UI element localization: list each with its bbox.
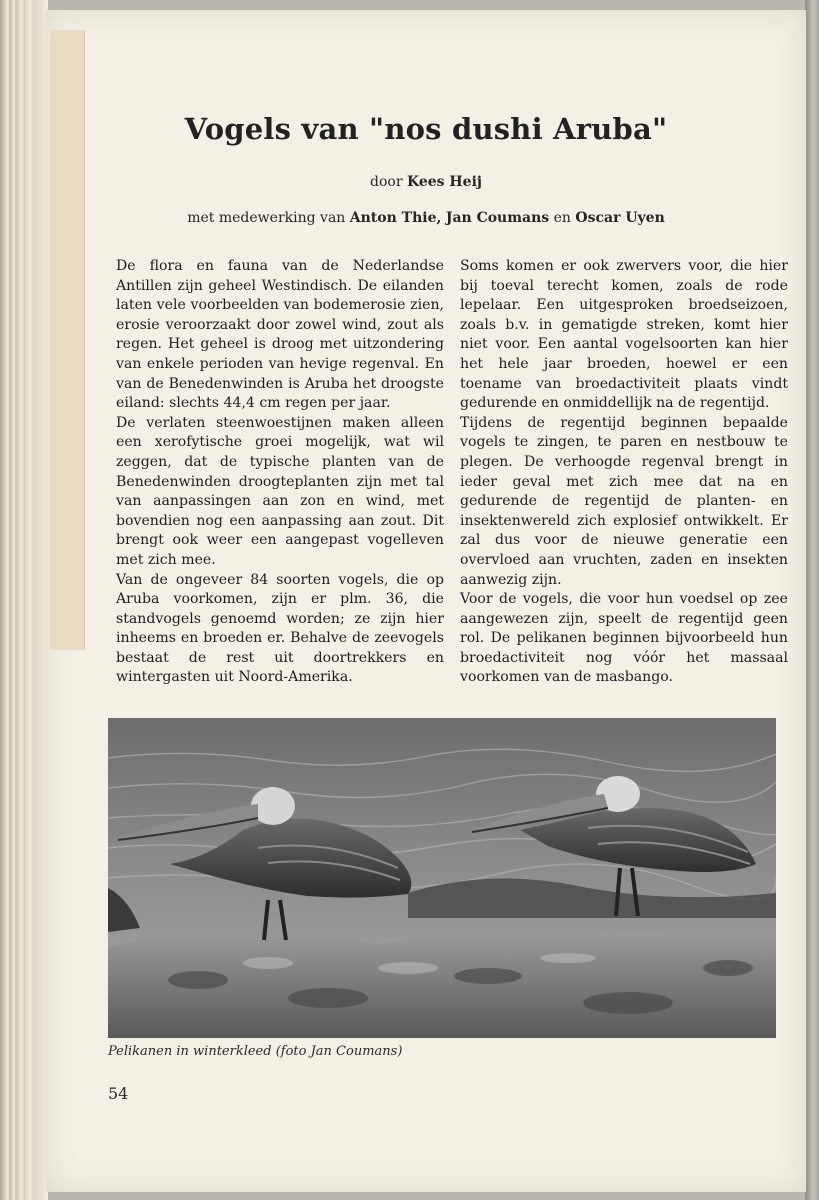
book-page: [46, 10, 806, 1192]
book-spine-edge: [805, 0, 819, 1200]
contributor-separator: ,: [436, 210, 442, 226]
contributor-2: Jan Coumans: [445, 210, 550, 226]
right-column: [460, 257, 788, 688]
pelican-photo-image: [108, 718, 776, 1038]
paragraph: Voor de vogels, die voor hun voedsel op zee aangewezen zijn, speelt de regentijd geen rol. De pelikanen beginnen bijvoorbeeld hun broedactiviteit nog vóór het massaal voorkomen van de masbango.: [460, 591, 788, 686]
byline-prefix: door: [370, 174, 403, 190]
paragraph: Soms komen er ook zwervers voor, die hier bij toeval terecht komen, zoals de rode lepelaar. Een uitgesproken broedseizoen, zoals b.v. in gematigde streken, komt hier niet voor. Een aantal vogelsoorten kan hier het hele jaar broeden, hoewel er een toename van broedactiviteit plaats vindt gedurende en onmiddellijk na de regentijd.: [460, 258, 788, 412]
contributor-3: Oscar Uyen: [575, 210, 665, 226]
paragraph: Van de ongeveer 84 soorten vogels, die op Aruba voorkomen, zijn er plm. 36, die standvogels genoemd worden; ze zijn hier inheems en broeden er. Behalve de zeevogels bestaat de rest uit doortrekkers en wintergasten uit Noord-Amerika.: [116, 571, 444, 686]
pelican-photo: [108, 718, 776, 1038]
contributors-line: [46, 210, 806, 226]
page-stack-edge: [0, 0, 48, 1200]
contrib-prefix: met medewerking van: [187, 210, 346, 226]
left-column: [116, 257, 444, 688]
contrib-and: en: [553, 210, 571, 226]
paragraph: De flora en fauna van de Nederlandse Antillen zijn geheel Westindisch. De eilanden laten vele voorbeelden van bodemerosie zien, erosie veroorzaakt door zowel wind, zout als regen. Het geheel is droog met uitzondering van enkele perioden van hevige regenval. En van de Benedenwinden is Aruba het droogste eiland: slechts 44,4 cm regen per jaar.: [116, 258, 444, 412]
page-number: 54: [108, 1084, 129, 1103]
paragraph: De verlaten steenwoestijnen maken alleen een xerofytische groei mogelijk, wat wil zeggen, dat de typische planten van de Benedenwinden droogteplanten zijn met tal van aanpassingen aan zon en wind, met bovendien nog een aanpassing aan zout. Dit brengt ook weer een aangepast vogelleven met zich mee.: [116, 414, 444, 568]
article-title: Vogels van "nos dushi Aruba": [184, 112, 668, 146]
byline: [46, 174, 806, 190]
author-name: Kees Heij: [407, 174, 482, 190]
paragraph: Tijdens de regentijd beginnen bepaalde vogels te zingen, te paren en nestbouw te plegen. De verhoogde regenval brengt in ieder geval met zich mee dat na en gedurende de regentijd de planten- en insektenwereld zich explosief ontwikkelt. Er zal dus voor de nieuwe generatie een overvloed aan vruchten, zaden en insekten aanwezig zijn.: [460, 414, 788, 588]
photo-caption: Pelikanen in winterkleed (foto Jan Coumans): [108, 1044, 403, 1059]
contributor-1: Anton Thie: [349, 210, 437, 226]
